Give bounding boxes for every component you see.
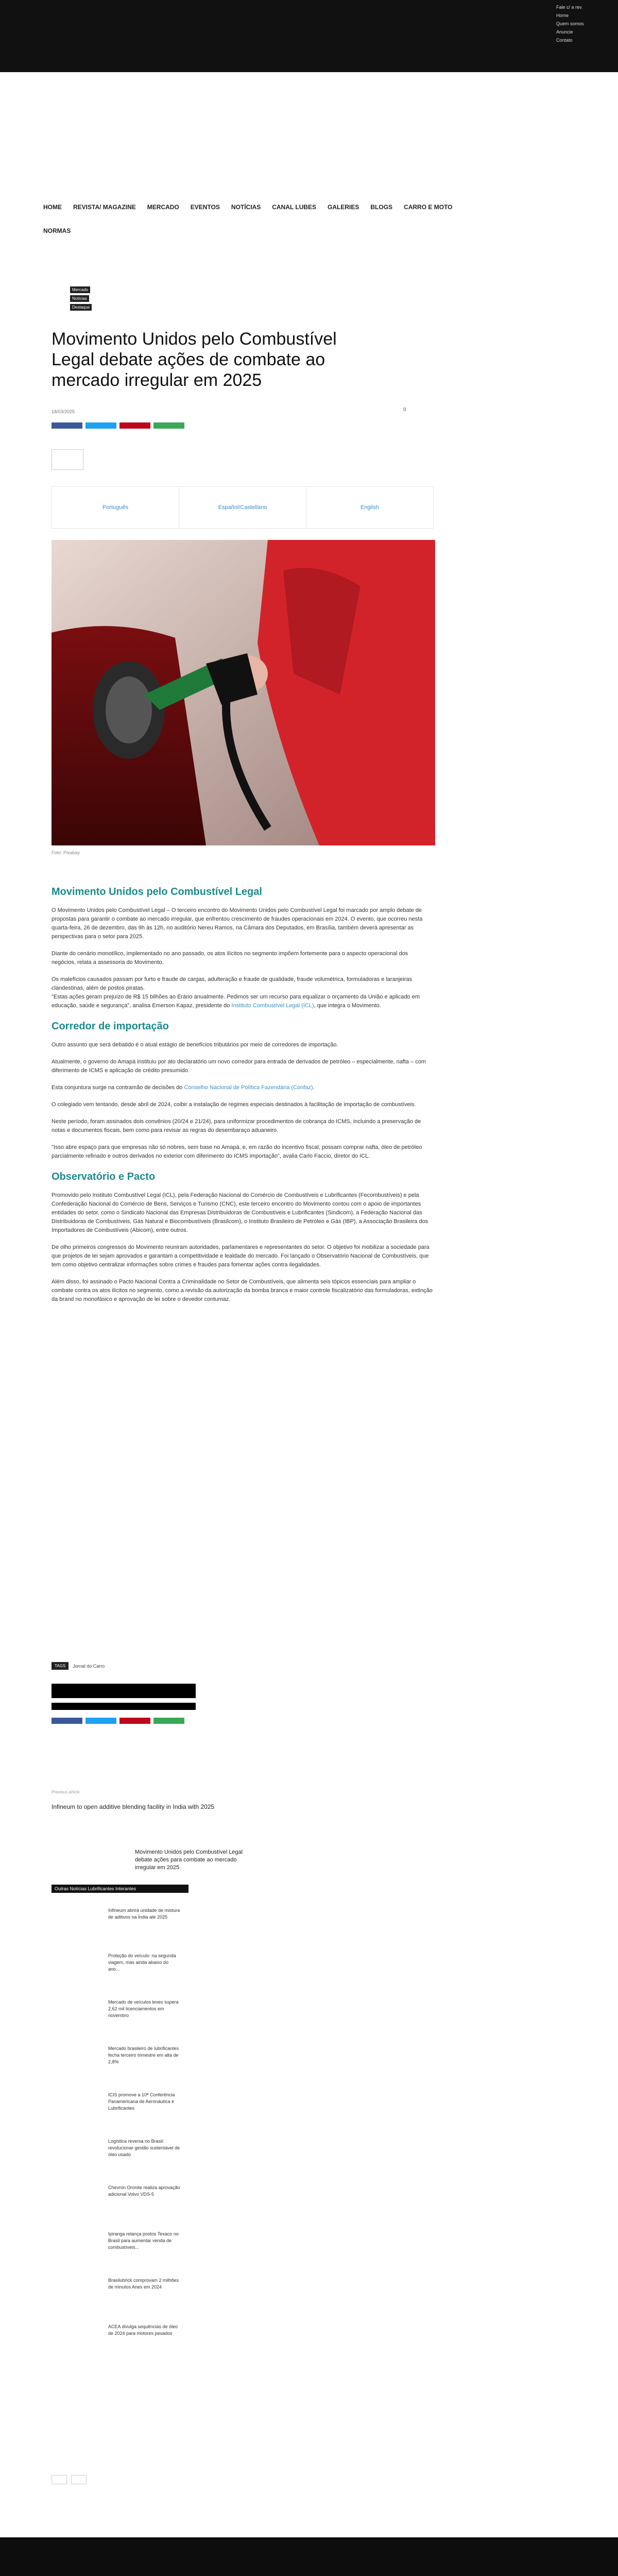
hero-image	[52, 540, 435, 845]
ad-banner[interactable]	[52, 1684, 196, 1698]
paragraph-text: .	[313, 1084, 315, 1091]
pinterest-share-button[interactable]	[119, 1718, 150, 1724]
whatsapp-share-button[interactable]	[153, 1718, 184, 1724]
article-tags	[70, 286, 92, 313]
paragraph: De olho primeiros congressos do Movimento reuniram autoridades, parlamentares e representantes do setor. O objetivo foi mobilizar a sociedade para que projetos de lei sejam aprovados e garantam a competitividade e lealdade do mercado. Foi lançado o Observatório Nacional de Combustíveis, que tem como objetivo centralizar informações sobre crimes e fraudes para fomentar ações contra ilegalidades.	[52, 1244, 430, 1268]
nav-item-carro-moto[interactable]: CARRO E MOTO	[404, 204, 453, 211]
share-buttons-bottom	[52, 1718, 184, 1724]
related-item[interactable]: ICIS promove a 10ª Conferência Panamericana de Aeronáutica e Lubrificantes	[108, 2092, 175, 2111]
paragraph: Neste período, foram assinados dois convênios (20/24 e 21/24), para uniformizar procedimentos de cobrança do ICMS, incluindo a preservação de notas e documentos fiscais, bem como para revisar as regras do desembaraço aduaneiro.	[52, 1118, 421, 1133]
related-item[interactable]: Infineum abrirá unidade de mistura de aditivos na Índia até 2025	[108, 1908, 180, 1920]
whatsapp-share-button[interactable]	[153, 422, 184, 429]
nav-item-canal-lubes[interactable]: CANAL LUBES	[272, 204, 317, 211]
facebook-share-button[interactable]	[52, 1718, 82, 1724]
previous-article-link[interactable]: Infineum to open additive blending facility in India with 2025	[52, 1803, 215, 1810]
paragraph: O colegiado vem tentando, desde abril de 2024, coibir a instalação de regimes especiais destinados à facilitação de importação de combustíveis.	[52, 1101, 416, 1108]
paragraph	[52, 975, 433, 1010]
tags-label: TAGS	[52, 1662, 68, 1670]
top-link[interactable]: Contato	[556, 38, 573, 43]
paragraph: Atualmente, o governo do Amapá instituiu por ato declaratório um novo corredor para entrada de derivados de petróleo – especialmente, nafta – com diferimento de ICMS e aplicação de crédito presumido.	[52, 1059, 426, 1074]
paragraph-text: "Estas ações geram prejuízo de R$ 15 bilhões ao Erário anualmente. Pedimos ser um recurso para equalizar o orçamento da União e aplicado em educação, saúde e segurança", analisa Emerson Kapaz, presidente do	[52, 994, 420, 1009]
pinterest-share-button[interactable]	[119, 422, 150, 429]
related-item[interactable]: Mercado brasileiro de lubrificantes fecha terceiro trimestre em alta de 2,8%	[108, 2046, 179, 2064]
section-heading: Corredor de importação	[52, 1021, 169, 1032]
nav-item-noticias[interactable]: NOTÍCIAS	[231, 204, 261, 211]
tag-badge[interactable]: Destaque	[70, 304, 92, 311]
ad-banner[interactable]	[52, 1703, 196, 1710]
related-item[interactable]: Mercado de veículos leves supera 2,62 mil licenciamentos em novembro	[108, 1999, 179, 2018]
paragraph: O Movimento Unidos pelo Combustível Legal – O terceiro encontro do Movimento Unidos pelo Combustível Legal foi marcado por amplo debate de propostas para garantir o combate ao mercado irregular, que enfrentou crescimento de fraudes operacionais em 2024. O evento, que ocorreu nesta quarta-feira, 26 de dezembro, das 9h às 12h, no auditório Nereu Ramos, na Câmara dos Deputados, em Brasília, também deverá apresentar as perspectivas para o setor para 2025.	[52, 907, 423, 940]
top-links	[556, 3, 597, 44]
previous-article-label: Previous article	[52, 1790, 80, 1794]
lang-spanish[interactable]: Español/Castellano	[179, 487, 306, 528]
related-item[interactable]: Ipiranga relança postos Texaco no Brasil para aumentar venda de combustíveis...	[108, 2231, 179, 2250]
paragraph	[52, 1083, 433, 1092]
paragraph: "Isso abre espaço para que empresas não só nobres, sem base no Amapá, e, em razão do incentivo fiscal, possam comprar nafta, óleo de petróleo parcialmente refinado e outros derivados no exterior com diferimento do ICMS importação", avalia Carlo Faccio, diretor do ICL.	[52, 1144, 422, 1159]
top-bar	[0, 0, 618, 72]
paragraph-text: , que integra o Movimento.	[314, 1003, 381, 1009]
lang-english[interactable]: English	[360, 504, 380, 511]
lang-portuguese[interactable]: Português	[52, 487, 179, 528]
prev-page-button[interactable]	[52, 2475, 67, 2484]
related-item[interactable]: Logística reversa no Brasil: revolucionar gestão sustentável de óleo usado	[108, 2139, 180, 2157]
paragraph: Diante do cenário monotílico, implementado no ano passado, os atos ilícitos no segmento impõem fortemente para o aspecto operacional dos negócios, relata a assessoria do Movimento.	[52, 951, 408, 965]
tags-row	[52, 1662, 105, 1670]
section-heading: Observatório e Pacto	[52, 1171, 156, 1182]
confaz-link[interactable]: Conselho Nacional de Política Fazendária (Confaz)	[184, 1084, 313, 1091]
top-link[interactable]: Home	[556, 13, 569, 18]
paragraph-text: Os malefícios causados passam por furto e fraude de cargas, adulteração e fraude de qualidade, fraude volumétrica, formuladoras e laranjeiras clandestinas, além de postos piratas.	[52, 976, 413, 991]
tag-link[interactable]: Jornal do Carro	[73, 1663, 105, 1669]
nav-item-normas[interactable]: NORMAS	[43, 227, 71, 234]
paragraph-text: Esta conjuntura surge na contramão de decisões do	[52, 1084, 183, 1091]
twitter-share-button[interactable]	[85, 422, 116, 429]
next-page-button[interactable]	[71, 2475, 87, 2484]
icl-link[interactable]: Instituto Combustível Legal (ICL)	[231, 1003, 314, 1009]
related-item[interactable]: Chevron Oronite realiza aprovação adicional Volvo VDS-5	[108, 2185, 180, 2197]
top-link[interactable]: Quem somos	[556, 21, 584, 26]
related-item[interactable]: Brasilubrick comprovam 2 milhões de minutos Anes em 2024	[108, 2278, 179, 2290]
related-item[interactable]: ACEA divulga sequências de óleo de 2024 para motores pesados	[108, 2324, 178, 2336]
tag-badge[interactable]: Mercado	[70, 286, 90, 293]
font-size-box[interactable]	[52, 449, 83, 470]
next-article-link[interactable]: Movimento Unidos pelo Combustível Legal debate ações para combate ao mercado irregular em 2025	[135, 1849, 243, 1871]
article-title: Movimento Unidos pelo Combustível Legal debate ações de combate ao mercado irregular em 2025	[52, 329, 337, 390]
footer	[0, 2537, 618, 2576]
twitter-share-button[interactable]	[85, 1718, 116, 1724]
share-buttons	[52, 422, 184, 429]
tag-badge[interactable]: Notícias	[70, 295, 89, 302]
paragraph: Além disso, foi assinado o Pacto Nacional Contra a Criminalidade no Setor de Combustíveis, que alimenta seis tópicos essenciais para ampliar o combate contra os atos ilícitos no segmento, como a revisão da autorização da bomba branca e maior controle fiscalizatório das formuladoras, extinção da brand no monofásico e aprovação de lei sobre o devedor contumaz.	[52, 1279, 433, 1302]
fuel-nozzle-illustration	[52, 540, 435, 845]
nav-item-galeries[interactable]: GALERIES	[328, 204, 359, 211]
paragraph: Promovido pelo Instituto Combustível Legal (ICL), pela Federação Nacional do Comércio de Combustíveis e Lubrificantes (Fecombustíveis) e pela Confederação Nacional do Comércio de Bens, Serviços e Turismo (CNC), este terceiro encontro do Movimento contou com o apoio de importantes entidades do setor, como o Sindicato Nacional das Empresas Distribuidoras de Combustíveis e Lubrificantes (Sindicom), a Federação Nacional das Distribuidoras de Combustíveis, Gás Natural e Biocombustíveis (Brasilcom), o Instituto Brasileiro de Petróleo e Gás (IBP), a Associação Brasileira dos Importadores de Combustíveis (Abicom), entre outros.	[52, 1192, 428, 1233]
article-date: 18/03/2025	[52, 409, 75, 414]
paragraph: Outro assunto que será debatido é o atual estágio de benefícios tributários por meio de corredores de importação.	[52, 1042, 338, 1048]
related-item[interactable]: Proteção do veículo: na segunda viagem, mas ainda abaixo do ano...	[108, 1953, 176, 1972]
pagination	[52, 2475, 87, 2484]
top-link[interactable]: Fale c/ a rev.	[556, 5, 583, 10]
comment-count[interactable]: 0	[403, 407, 406, 413]
nav-item-mercado[interactable]: MERCADO	[147, 204, 179, 211]
language-switcher	[52, 486, 434, 529]
facebook-share-button[interactable]	[52, 422, 82, 429]
nav-item-home[interactable]: HOME	[43, 204, 62, 211]
nav-item-revista[interactable]: REVISTA/ MAGAZINE	[73, 204, 136, 211]
main-nav	[43, 202, 574, 236]
nav-item-eventos[interactable]: EVENTOS	[190, 204, 220, 211]
image-caption: Foto: Pixabay	[52, 850, 80, 855]
section-heading: Movimento Unidos pelo Combustível Legal	[52, 886, 262, 897]
top-link[interactable]: Anuncie	[556, 29, 573, 35]
nav-item-blogs[interactable]: BLOGS	[370, 204, 393, 211]
article-body	[52, 876, 433, 1312]
related-heading: Outras Notícias Lubrificantes Interantes	[52, 1885, 188, 1893]
